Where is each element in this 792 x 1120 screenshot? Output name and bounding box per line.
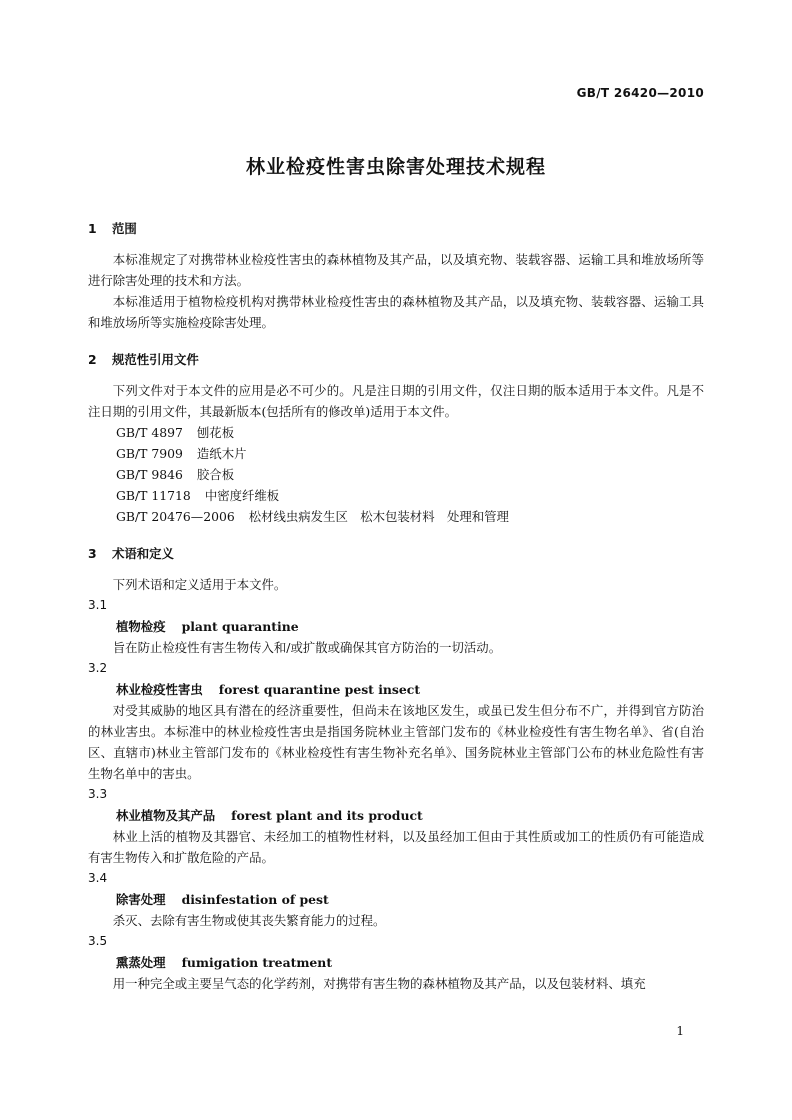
term-zh: 林业检疫性害虫 xyxy=(116,682,203,697)
term-zh: 熏蒸处理 xyxy=(116,955,166,970)
section-title: 规范性引用文件 xyxy=(112,352,199,367)
reference-name: 松材线虫病发生区 松木包装材料 处理和管理 xyxy=(248,509,509,524)
document-body xyxy=(88,218,704,994)
reference-name: 刨花板 xyxy=(196,425,235,440)
term-definition: 对受其威胁的地区具有潜在的经济重要性，但尚未在该地区发生，或虽已发生但分布不广，并得到官方防治的林业害虫。本标准中的林业检疫性害虫是指国务院林业主管部门发布的《林业检疫性有害生物名单》、省(自治区、直辖市)林业主管部门发布的《林业检疫性有害生物补充名单》、国务院林业主管部门公布的林业危险性有害生物名单中的害虫。 xyxy=(88,703,704,781)
reference-code: GB/T 11718 xyxy=(116,488,191,503)
term-definition: 杀灭、去除有害生物或使其丧失繁育能力的过程。 xyxy=(112,913,386,928)
section-number: 2 xyxy=(88,352,97,367)
term-en: forest plant and its product xyxy=(231,808,423,823)
section-heading-normative-references xyxy=(88,349,704,370)
term-en: forest quarantine pest insect xyxy=(218,682,421,697)
term-definition: 用一种完全或主要呈气态的化学药剂，对携带有害生物的森林植物及其产品，以及包装材料、填充 xyxy=(112,976,646,991)
reference-item xyxy=(88,506,704,527)
paragraph: 本标准规定了对携带林业检疫性害虫的森林植物及其产品，以及填充物、装载容器、运输工具和堆放场所等进行除害处理的技术和方法。 xyxy=(88,252,704,288)
term-en: disinfestation of pest xyxy=(181,892,329,907)
section-number: 3 xyxy=(88,546,97,561)
term-definition: 林业上活的植物及其器官、未经加工的植物性材料，以及虽经加工但由于其性质或加工的性质仍有可能造成有害生物传入和扩散危险的产品。 xyxy=(88,829,704,865)
reference-name: 造纸木片 xyxy=(196,446,247,461)
term-zh: 除害处理 xyxy=(116,892,166,907)
reference-code: GB/T 4897 xyxy=(116,425,183,440)
page-number: 1 xyxy=(676,1024,684,1038)
section-heading-scope xyxy=(88,218,704,239)
clause-number: 3.2 xyxy=(88,661,108,675)
reference-item xyxy=(88,422,704,443)
reference-name: 中密度纤维板 xyxy=(204,488,280,503)
term-entry xyxy=(88,952,704,973)
term-entry xyxy=(88,616,704,637)
reference-item xyxy=(88,443,704,464)
clause-number: 3.1 xyxy=(88,598,108,612)
reference-code: GB/T 7909 xyxy=(116,446,183,461)
term-entry xyxy=(88,805,704,826)
term-en: fumigation treatment xyxy=(181,955,333,970)
section-title: 术语和定义 xyxy=(112,546,174,561)
reference-code: GB/T 9846 xyxy=(116,467,183,482)
reference-item xyxy=(88,485,704,506)
reference-code: GB/T 20476—2006 xyxy=(116,509,235,524)
paragraph: 下列术语和定义适用于本文件。 xyxy=(112,577,287,592)
reference-item xyxy=(88,464,704,485)
section-heading-terms-definitions xyxy=(88,543,704,564)
paragraph: 下列文件对于本文件的应用是必不可少的。凡是注日期的引用文件，仅注日期的版本适用于本文件。凡是不注日期的引用文件，其最新版本(包括所有的修改单)适用于本文件。 xyxy=(88,383,704,419)
reference-name: 胶合板 xyxy=(196,467,235,482)
clause-number: 3.4 xyxy=(88,871,108,885)
standard-code: GB/T 26420—2010 xyxy=(576,86,704,100)
term-zh: 林业植物及其产品 xyxy=(116,808,216,823)
document-title: 林业检疫性害虫除害处理技术规程 xyxy=(245,156,546,178)
section-number: 1 xyxy=(88,221,97,236)
term-zh: 植物检疫 xyxy=(116,619,166,634)
term-entry xyxy=(88,679,704,700)
term-definition: 旨在防止检疫性有害生物传入和/或扩散或确保其官方防治的一切活动。 xyxy=(112,640,502,655)
section-title: 范围 xyxy=(112,221,137,236)
clause-number: 3.5 xyxy=(88,934,108,948)
term-entry xyxy=(88,889,704,910)
clause-number: 3.3 xyxy=(88,787,108,801)
term-en: plant quarantine xyxy=(181,619,299,634)
paragraph: 本标准适用于植物检疫机构对携带林业检疫性害虫的森林植物及其产品，以及填充物、装载容器、运输工具和堆放场所等实施检疫除害处理。 xyxy=(88,294,704,330)
